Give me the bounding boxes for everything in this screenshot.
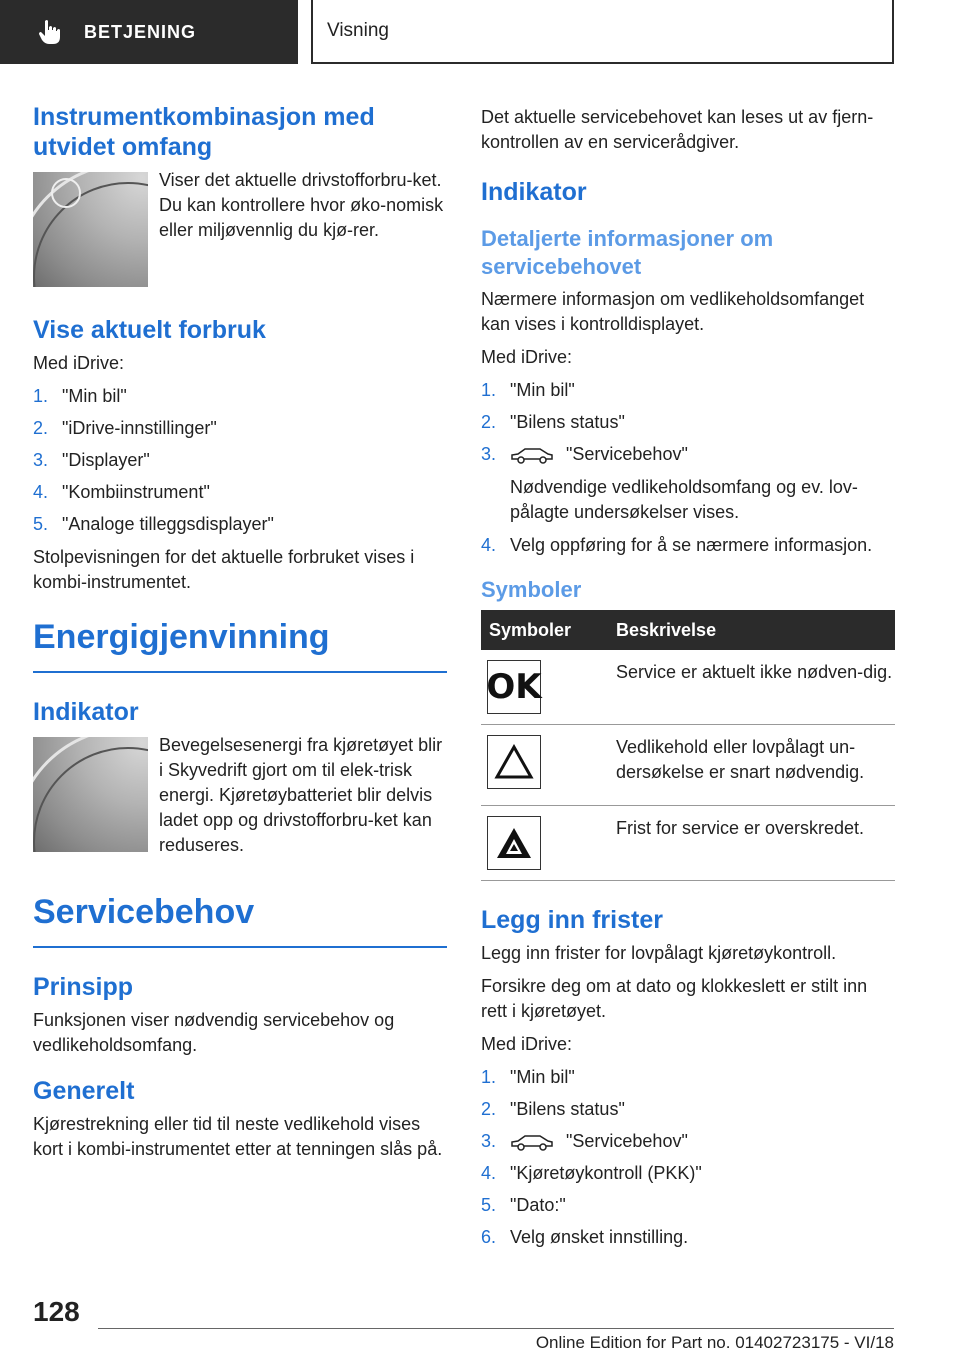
list-item: 5. "Dato:" (481, 1195, 566, 1215)
instrument-cluster-image (33, 172, 148, 287)
table-header: Beskrivelse (612, 610, 895, 650)
list-item: 4. "Kombiinstrument" (33, 482, 210, 502)
frister-heading: Legg inn frister (481, 906, 663, 934)
frister-steps (481, 1065, 895, 1250)
warning-triangle-filled-icon (487, 816, 541, 870)
detalj-step3-sub: Nødvendige vedlikeholdsomfang og ev. lov-pålagte undersøkelser vises. (510, 477, 858, 522)
list-item: 1. "Min bil" (481, 380, 575, 400)
table-row: OK Service er aktuelt ikke nødven-dig. (481, 650, 895, 725)
list-item: 3. "Servicebehov" (481, 1131, 688, 1151)
energi-heading: Energigjenvinning (33, 615, 447, 673)
list-item: 2. "Bilens status" (481, 1099, 625, 1119)
instrument-text: Viser det aktuelle drivstofforbru-ket. Du kan kontrollere hvor øko-nomisk eller miljøvennlig du kjø-rer. (159, 170, 444, 240)
list-item: 3. "Displayer" (33, 450, 150, 470)
footer-divider (98, 1328, 894, 1329)
indikator-text: Bevegelsesenergi fra kjøretøyet blir i Skyvedrift gjort om til elek-trisk energi. Kjøretøybatteriet blir delvis ladet opp og drivstofforbru-ket kan reduseres. (159, 735, 443, 855)
list-item: 2. "iDrive-innstillinger" (33, 418, 217, 438)
header-topic-label: Visning (327, 20, 389, 41)
right-column (481, 96, 895, 1258)
car-icon (510, 446, 554, 464)
list-item: 4. Velg oppføring for å se nærmere informasjon. (481, 535, 873, 555)
frister-text1: Legg inn frister for lovpålagt kjøretøykontroll. (481, 943, 837, 963)
frister-text2: Forsikre deg om at dato og klokkeslett er stilt inn rett i kjøretøyet. (481, 976, 868, 1021)
hand-pointer-icon (36, 18, 64, 46)
list-item: 1. "Min bil" (481, 1067, 575, 1087)
left-column (33, 96, 447, 1170)
service-intro: Det aktuelle servicebehovet kan leses ut av fjern-kontrollen av en servicerådgiver. (481, 107, 874, 152)
efficient-dynamics-gauge-image (33, 737, 148, 852)
indikator-figure-row (33, 733, 447, 858)
prinsipp-text: Funksjonen viser nødvendig servicebehov og vedlikeholdsomfang. (33, 1010, 395, 1055)
list-item: 3. "Servicebehov" (481, 444, 688, 464)
list-item: 5. "Analoge tilleggsdisplayer" (33, 514, 274, 534)
symbol-table (481, 610, 895, 881)
vise-intro: Med iDrive: (33, 353, 125, 373)
table-row: Vedlikehold eller lovpålagt un-dersøkelse er snart nødvendig. (481, 725, 895, 806)
generelt-text: Kjørestrekning eller tid til neste vedlikehold vises kort i kombi-instrumentet etter at tenningen slås på. (33, 1114, 443, 1159)
list-item: 2. "Bilens status" (481, 412, 625, 432)
table-row: Frist for service er overskredet. (481, 806, 895, 881)
detalj-text: Nærmere informasjon om vedlikeholdsomfanget kan vises i kontrolldisplayet. (481, 289, 865, 334)
table-header: Symboler (481, 610, 612, 650)
header-section-label: BETJENING (84, 21, 197, 42)
detalj-intro: Med iDrive: (481, 347, 573, 367)
edition-label: Online Edition for Part no. 01402723175 - VI/18 (535, 1333, 894, 1352)
detalj-steps-cont (481, 533, 895, 558)
page-number: 128 (33, 1296, 80, 1327)
symboler-heading: Symboler (481, 577, 582, 602)
header-section-tab (0, 0, 298, 64)
ok-icon: OK (487, 660, 541, 714)
indikator-heading-right: Indikator (481, 178, 587, 206)
header-topic-box (311, 0, 894, 64)
list-item: 4. "Kjøretøykontroll (PKK)" (481, 1163, 702, 1183)
detalj-steps (481, 378, 895, 467)
car-icon (510, 1133, 554, 1151)
detalj-heading: Detaljerte informasjoner om servicebehovet (481, 226, 774, 279)
list-item: 6. Velg ønsket innstilling. (481, 1227, 689, 1247)
vise-outro: Stolpevisningen for det aktuelle forbruket vises i kombi-instrumentet. (33, 547, 415, 592)
indikator-heading-left: Indikator (33, 698, 139, 726)
instrument-figure-row (33, 168, 447, 287)
generelt-heading: Generelt (33, 1077, 135, 1105)
service-heading: Servicebehov (33, 890, 447, 948)
vise-steps (33, 384, 447, 537)
frister-intro: Med iDrive: (481, 1034, 573, 1054)
warning-triangle-icon (487, 735, 541, 789)
vise-heading: Vise aktuelt forbruk (33, 316, 266, 344)
prinsipp-heading: Prinsipp (33, 973, 134, 1001)
instrument-heading: Instrumentkombinasjon med utvidet omfang (33, 103, 375, 161)
list-item: 1. "Min bil" (33, 386, 127, 406)
